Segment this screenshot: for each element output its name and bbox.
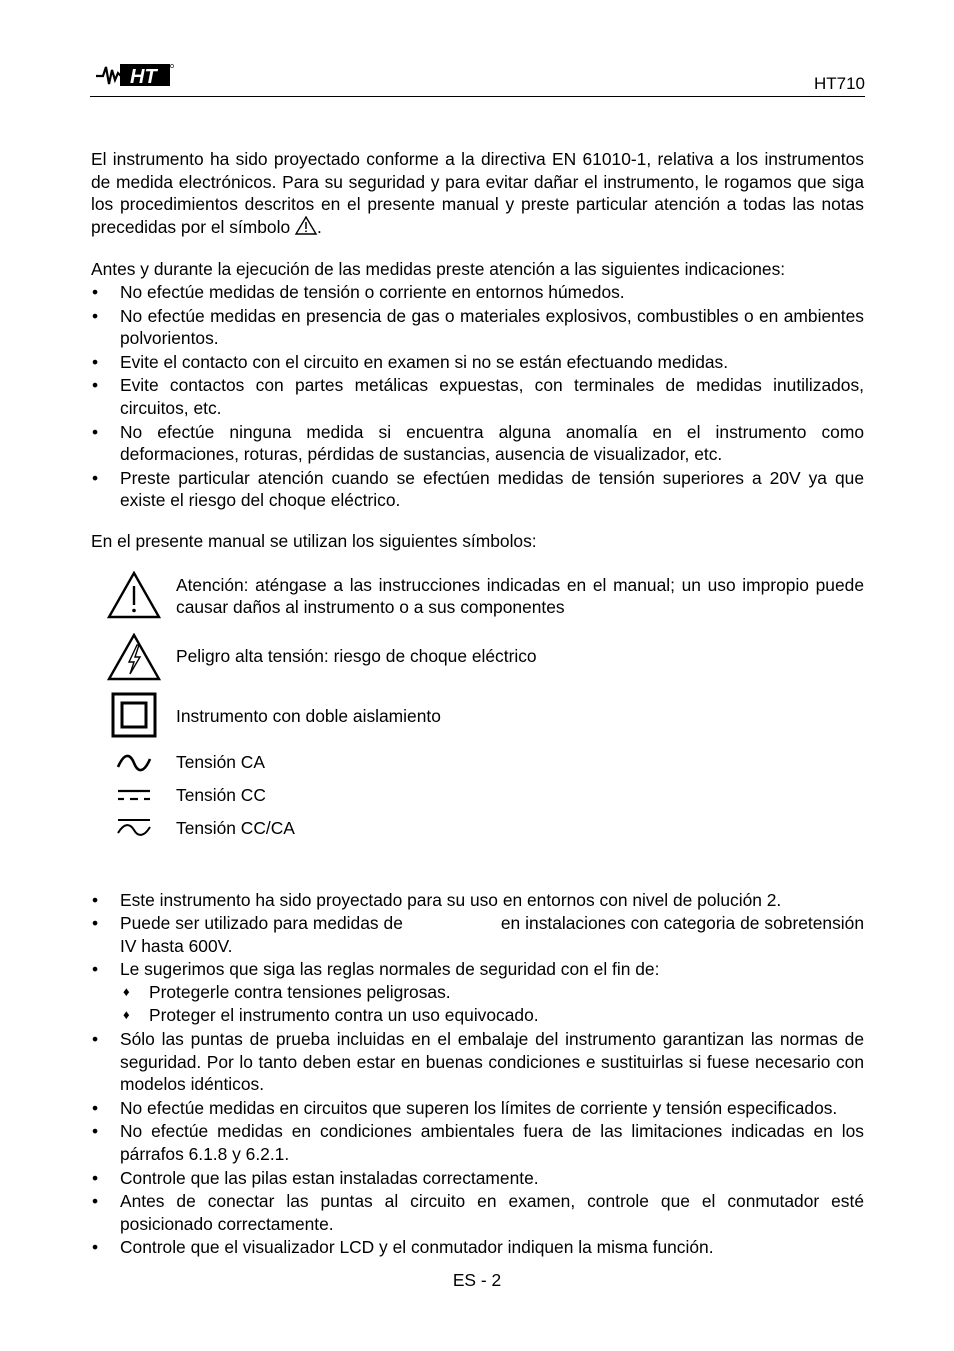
svg-text:HT: HT [130, 66, 157, 88]
list-item: • No efectúe ninguna medida si encuentra alguna anomalía en el instrumento como deformaciones, roturas, pérdidas de sustancias, ausencia de visualizador, etc. [91, 421, 864, 466]
attention-text: Atención: aténgase a las instrucciones indicadas en el manual; un uso impropio puede causar daños al instrumento o a sus componentes [176, 574, 864, 618]
double-insulation-icon [91, 691, 176, 739]
list-item: • Puede ser utilizado para medidas de en instalaciones con categoria de sobretensión IV hasta 600V. [91, 912, 864, 957]
sub-list-item: ♦ Protegerle contra tensiones peligrosas. [120, 981, 864, 1004]
intro-text: El instrumento ha sido proyectado conforme a la directiva EN 61010-1, relativa a los instrumentos de medida electrónicos. Para su seguridad y para evitar dañar el instrumento, le rogamos que siga los procedimientos descritos en el presente manual y preste particular atención a todas las notas precedidas por el símbolo [91, 149, 864, 237]
attention-icon [91, 571, 176, 619]
dc-ac-voltage-text: Tensión CC/CA [176, 817, 295, 838]
list-item: • Controle que las pilas estan instaladas correctamente. [91, 1167, 864, 1190]
dc-ac-voltage-icon [91, 813, 176, 839]
symbol-row-attention [91, 565, 864, 631]
symbol-row-ac [91, 747, 864, 780]
list-item: • No efectúe medidas de tensión o corriente en entornos húmedos. [91, 281, 864, 304]
dc-voltage-text: Tensión CC [176, 784, 266, 805]
list-item: • Antes de conectar las puntas al circuito en examen, controle que el conmutador esté posicionado correctamente. [91, 1190, 864, 1235]
intro-paragraph: El instrumento ha sido proyectado conforme a la directiva EN 61010-1, relativa a los instrumentos de medida electrónicos. Para su seguridad y para evitar dañar el instrumento, le rogamos que siga los procedimientos descritos en el presente manual y preste particular atención a todas las notas precedidas por el símbolo . [91, 148, 864, 240]
precautions-list [91, 281, 864, 512]
double-insulation-text: Instrumento con doble aislamiento [176, 705, 441, 726]
symbol-row-double-insulation [91, 691, 864, 747]
symbol-row-dc [91, 780, 864, 813]
list-item: • No efectúe medidas en condiciones ambientales fuera de las limitaciones indicadas en los párrafos 6.1.8 y 6.2.1. [91, 1120, 864, 1165]
content [91, 148, 864, 1260]
ht-logo [94, 62, 174, 93]
instructions-list [91, 889, 864, 1260]
symbol-row-dc-ac [91, 813, 864, 846]
list-item: • Evite contactos con partes metálicas expuestas, con terminales de medidas inutilizados, circuitos, etc. [91, 374, 864, 419]
page-number: ES - 2 [452, 1270, 502, 1290]
warning-triangle-icon [295, 216, 317, 241]
list-item: • Preste particular atención cuando se efectúen medidas de tensión superiores a 20V ya que existe el riesgo del choque eléctrico. [91, 467, 864, 512]
sub-list [120, 981, 864, 1027]
ac-voltage-icon [91, 747, 176, 773]
sub-list-item: ♦ Proteger el instrumento contra un uso equivocado. [120, 1004, 864, 1027]
list-item: • Controle que el visualizador LCD y el conmutador indiquen la misma función. [91, 1236, 864, 1259]
high-voltage-icon [91, 633, 176, 681]
symbol-row-high-voltage [91, 633, 864, 689]
list-item: • Evite el contacto con el circuito en examen si no se están efectuando medidas. [91, 351, 864, 374]
ac-voltage-text: Tensión CA [176, 751, 265, 772]
list-item: • Le sugerimos que siga las reglas normales de seguridad con el fin de: ♦ Protegerle contra tensiones peligrosas. ♦ Proteger el instrumento contra un uso equivocado. [91, 958, 864, 1027]
list-item: • No efectúe medidas en presencia de gas o materiales explosivos, combustibles o en ambientes polvorientos. [91, 305, 864, 350]
precautions-intro: Antes y durante la ejecución de las medidas preste atención a las siguientes indicaciones: [91, 259, 786, 280]
model-name: HT710 [813, 74, 865, 93]
dc-voltage-icon [91, 780, 176, 802]
symbols-intro: En el presente manual se utilizan los siguientes símbolos: [91, 530, 537, 551]
list-item: • Sólo las puntas de prueba incluidas en el embalaje del instrumento garantizan las normas de seguridad. Por lo tanto deben estar en buenas condiciones e sustituirlas si fuese necesario con modelos idénticos. [91, 1028, 864, 1096]
page-header [90, 58, 865, 97]
list-item: • No efectúe medidas en circuitos que superen los límites de corriente y tensión especificados. [91, 1097, 864, 1120]
list-item: • Este instrumento ha sido proyectado para su uso en entornos con nivel de polución 2. [91, 889, 864, 912]
symbols-table [91, 565, 864, 846]
high-voltage-text: Peligro alta tensión: riesgo de choque eléctrico [176, 645, 537, 666]
